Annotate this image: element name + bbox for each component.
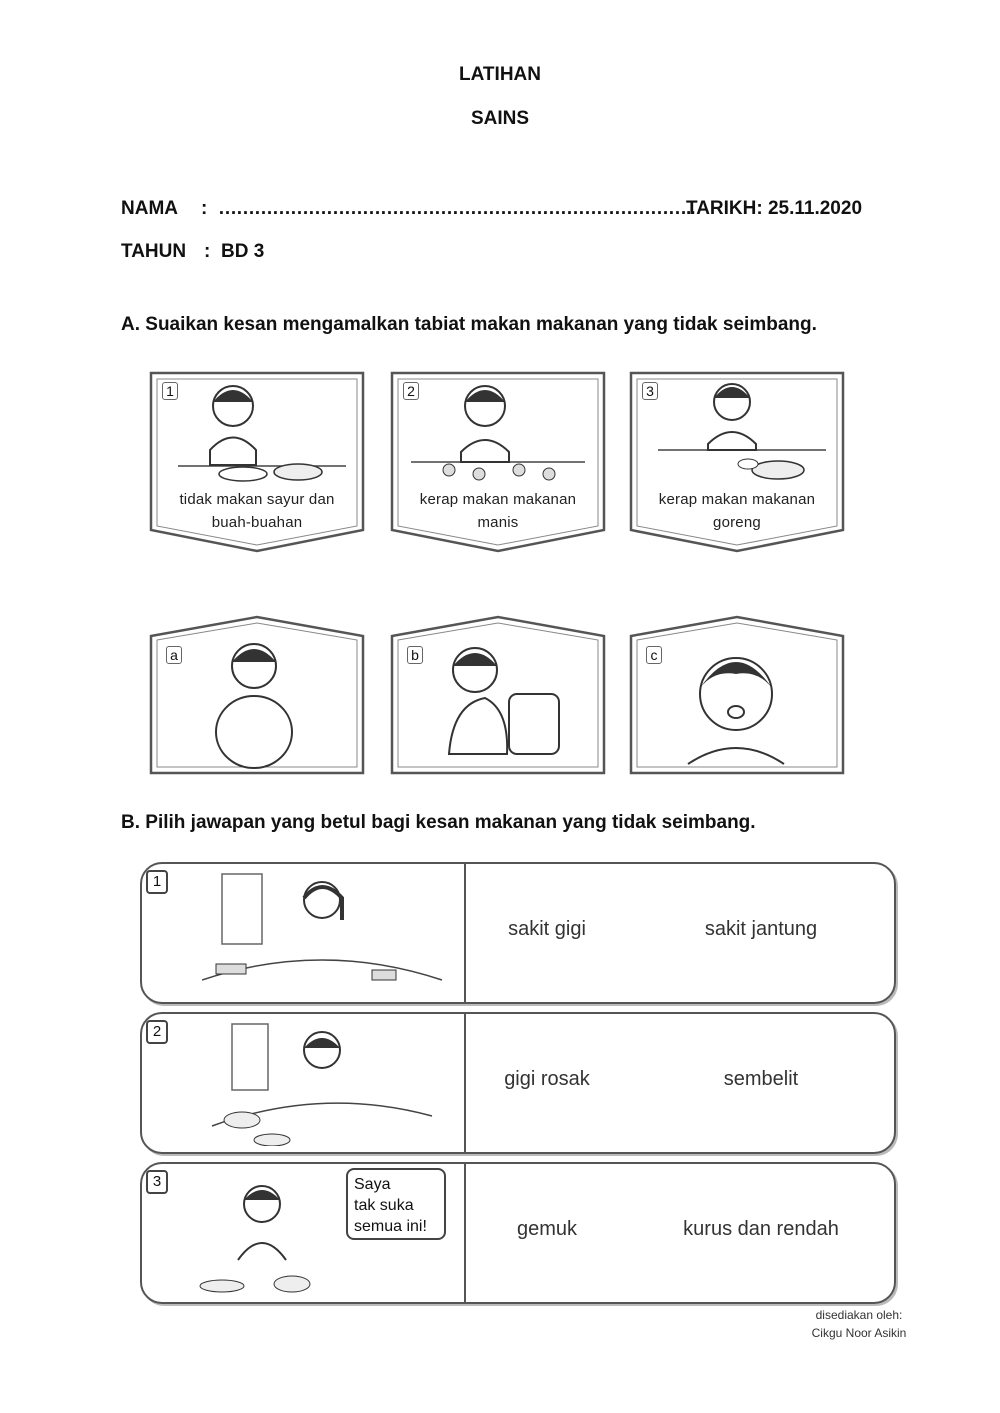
answer-option-2[interactable]: kurus dan rendah	[683, 1218, 839, 1240]
habit-caption-line2: goreng	[713, 514, 761, 531]
answer-option-1[interactable]: sakit gigi	[508, 918, 586, 940]
effect-letter: b	[407, 646, 423, 664]
question-number: 3	[146, 1170, 168, 1194]
name-label: NAMA	[121, 198, 178, 219]
speech-bubble	[346, 1168, 446, 1240]
habit-caption-line2: buah-buahan	[211, 514, 303, 531]
habit-caption-line2: manis	[477, 514, 519, 531]
food-plate-icon	[274, 464, 322, 480]
habit-caption	[158, 488, 356, 534]
habit-caption-line1: tidak makan sayur dan	[179, 491, 335, 508]
decayed-teeth-icon	[728, 706, 744, 718]
question-row-2	[140, 1012, 896, 1154]
year-label: TAHUN	[121, 241, 187, 262]
worksheet-subject: SAINS	[470, 108, 530, 129]
speech-line2: tak suka	[354, 1197, 414, 1214]
name-blank-line[interactable]: ……………………………………………………………………..	[218, 198, 695, 219]
plate-icon	[219, 467, 267, 481]
habit-caption-line1: kerap makan makanan	[419, 491, 577, 508]
question-number: 2	[146, 1020, 168, 1044]
habit-caption	[399, 488, 597, 534]
habit-card-3[interactable]	[628, 370, 846, 554]
name-colon: :	[201, 198, 208, 219]
effect-card-c[interactable]	[628, 614, 846, 776]
habit-number: 1	[162, 382, 178, 400]
question-number: 1	[146, 870, 168, 894]
section-a-instruction: A. Suaikan kesan mengamalkan tabiat makan makanan yang tidak seimbang.	[121, 314, 817, 335]
boy-eating-illustration	[202, 1020, 452, 1146]
question-row-1	[140, 862, 896, 1004]
year-colon: :	[204, 241, 211, 262]
answer-option-1[interactable]: gigi rosak	[504, 1068, 590, 1090]
worksheet-title: LATIHAN	[459, 64, 541, 85]
window-icon	[232, 1024, 268, 1090]
habit-caption	[638, 488, 836, 534]
girl-eating-sweets-illustration	[202, 870, 452, 996]
effect-letter: a	[166, 646, 182, 664]
picky-eater-illustration	[182, 1170, 352, 1296]
child-head-icon	[304, 1032, 340, 1068]
candy-icon	[443, 464, 455, 476]
section-b-instruction: B. Pilih jawapan yang betul bagi kesan makanan yang tidak seimbang.	[121, 812, 756, 833]
question-row-3	[140, 1162, 896, 1304]
speech-line3: semua ini!	[354, 1218, 427, 1235]
answer-option-1[interactable]: gemuk	[516, 1218, 578, 1240]
toilet-icon	[509, 694, 559, 754]
card-frame	[628, 614, 846, 776]
answer-option-2[interactable]: sakit jantung	[704, 918, 818, 940]
author-name: Cikgu Noor Asikin	[811, 1326, 907, 1340]
card-frame	[389, 614, 607, 776]
habit-card-1[interactable]	[148, 370, 366, 554]
card-frame	[148, 614, 366, 776]
speech-line1: Saya	[354, 1176, 391, 1193]
answer-option-2[interactable]: sembelit	[723, 1068, 799, 1090]
fried-food-icon	[752, 461, 804, 479]
habit-caption-line1: kerap makan makanan	[658, 491, 816, 508]
effect-card-b[interactable]	[389, 614, 607, 776]
fat-body-icon	[216, 696, 292, 768]
prepared-by-label: disediakan oleh:	[815, 1308, 903, 1322]
window-icon	[222, 874, 262, 944]
habit-card-2[interactable]	[389, 370, 607, 554]
date-label: TARIKH: 25.11.2020	[686, 198, 863, 219]
year-value: BD 3	[221, 241, 265, 262]
effect-card-a[interactable]	[148, 614, 366, 776]
habit-number: 3	[642, 382, 658, 400]
effect-letter: c	[646, 646, 662, 664]
habit-number: 2	[403, 382, 419, 400]
